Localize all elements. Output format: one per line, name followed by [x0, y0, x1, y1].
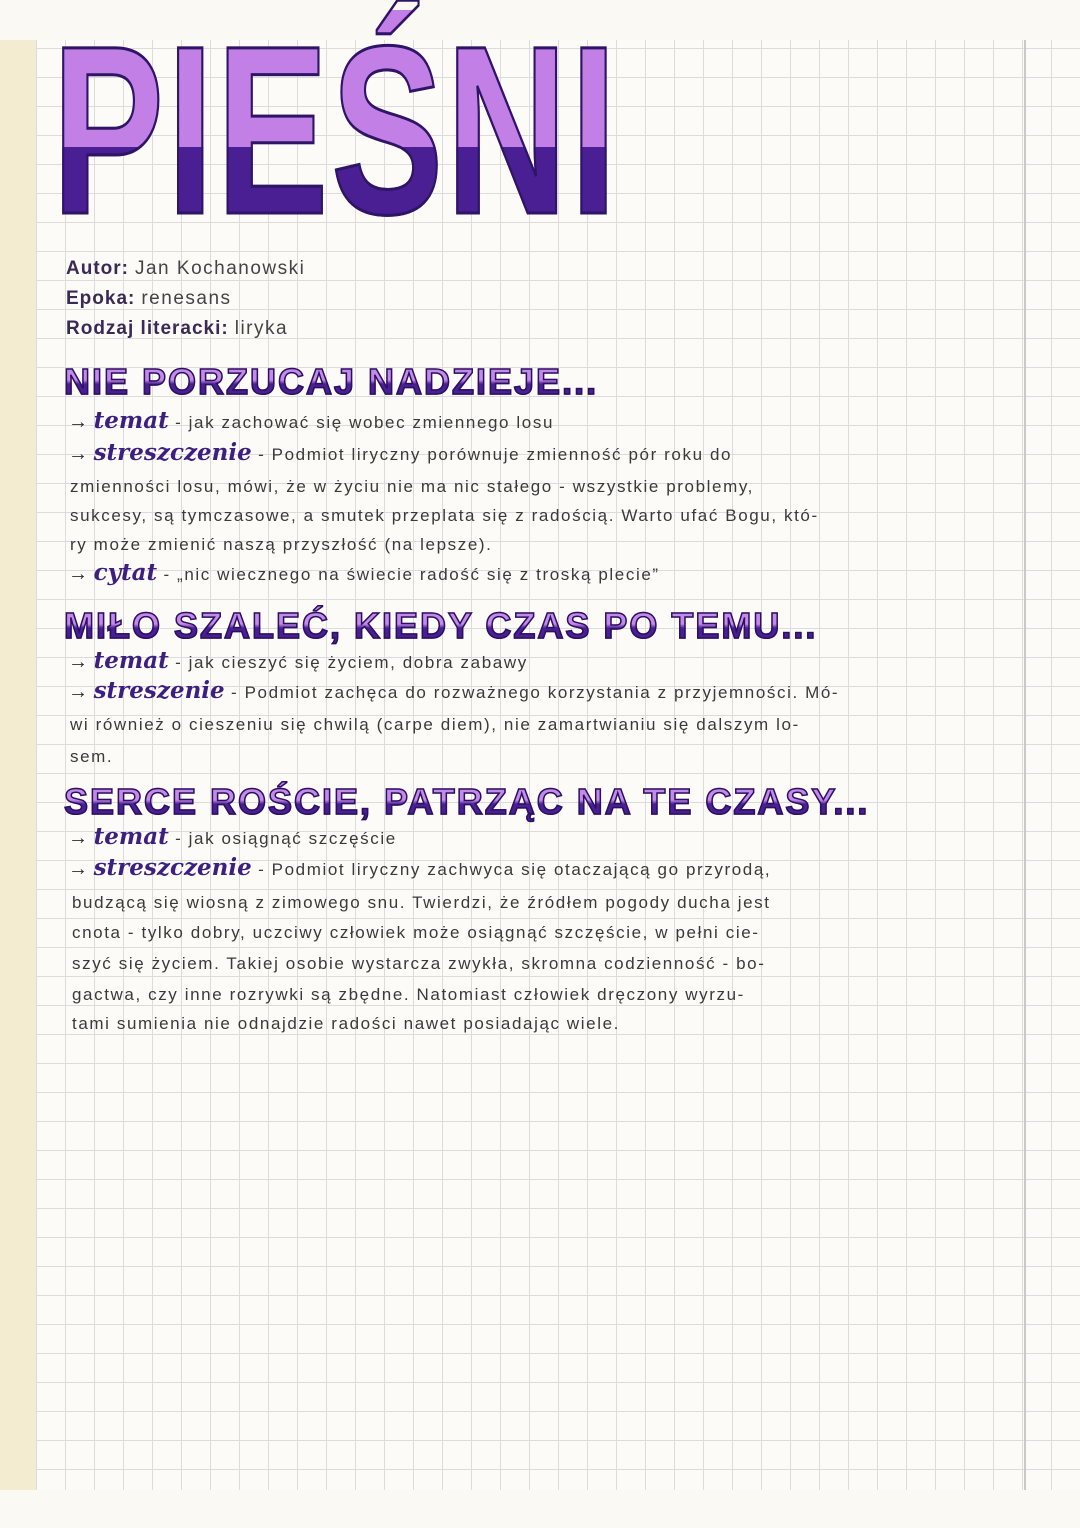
arrow-icon: → [68, 563, 90, 585]
summary-label: streszczenie [93, 439, 252, 466]
summary-text: - Podmiot zachęca do rozważnego korzystania z przyjemności. Mó- [231, 683, 840, 702]
summary-text: ry może zmienić naszą przyszłość (na lepsze). [70, 535, 493, 554]
meta-author [66, 256, 305, 281]
quote-text: - „nic wiecznego na świecie radość się z troską plecie” [163, 565, 660, 584]
summary-text: wi również o cieszeniu się chwilą (carpe diem), nie zamartwianiu się dalszym lo- [70, 715, 800, 734]
meta-value: liryka [234, 318, 289, 339]
meta-value: Jan Kochanowski [134, 258, 306, 279]
arrow-icon: → [68, 858, 90, 880]
summary-text: cnota - tylko dobry, uczciwy człowiek może osiągnąć szczęście, w pełni cie- [72, 923, 760, 942]
meta-epoch [66, 286, 232, 311]
summary-text: - Podmiot liryczny porównuje zmienność pór roku do [258, 445, 733, 464]
arrow-icon: → [68, 651, 90, 673]
summary-text: sem. [70, 747, 114, 766]
meta-value: renesans [141, 288, 232, 309]
summary-text: tami sumienia nie odnajdzie radości nawet posiadając wiele. [72, 1014, 620, 1033]
summary-text: szyć się życiem. Takiej osobie wystarcza zwykła, skromna codzienność - bo- [72, 954, 766, 973]
section-heading: SERCE ROŚCIE, PATRZĄC NA TE CZASY... [64, 781, 870, 822]
notebook-margin-strip [0, 40, 36, 1490]
temat-line [68, 407, 555, 436]
margin-line [1024, 40, 1026, 1490]
temat-label: temat [93, 407, 169, 434]
quote-line [68, 559, 660, 588]
summary-text: zmienności losu, mówi, że w życiu nie ma nic stałego - wszystkie problemy, [70, 477, 754, 496]
arrow-icon: → [68, 443, 90, 465]
summary-line [68, 677, 840, 706]
meta-label: Epoka: [66, 288, 136, 309]
temat-line [68, 647, 528, 676]
summary-text: gactwa, czy inne rozrywki są zbędne. Natomiast człowiek dręczony wyrzu- [72, 985, 745, 1004]
temat-text: - jak cieszyć się życiem, dobra zabawy [175, 653, 528, 672]
summary-text: budzącą się wiosną z zimowego snu. Twierdzi, że źródłem pogody ducha jest [72, 893, 771, 912]
section-heading: MIŁO SZALEĆ, KIEDY CZAS PO TEMU... [64, 605, 818, 646]
temat-text: - jak osiągnąć szczęście [175, 829, 397, 848]
meta-genre [66, 316, 288, 341]
temat-label: temat [93, 823, 169, 850]
summary-text: - Podmiot liryczny zachwyca się otaczającą go przyrodą, [258, 860, 772, 879]
temat-text: - jak zachować się wobec zmiennego losu [175, 413, 555, 432]
temat-line [68, 823, 397, 852]
arrow-icon: → [68, 411, 90, 433]
summary-line [68, 439, 733, 468]
summary-label: streszenie [93, 677, 225, 704]
summary-label: streszczenie [93, 854, 252, 881]
summary-line [68, 854, 772, 883]
meta-label: Autor: [66, 258, 129, 279]
meta-label: Rodzaj literacki: [66, 318, 229, 339]
summary-text: sukcesy, są tymczasowe, a smutek przeplata się z radością. Warto ufać Bogu, któ- [70, 506, 819, 525]
arrow-icon: → [68, 827, 90, 849]
quote-label: cytat [93, 559, 158, 586]
temat-label: temat [93, 647, 169, 674]
arrow-icon: → [68, 681, 90, 703]
section-heading: NIE PORZUCAJ NADZIEJE... [64, 361, 599, 402]
page-title: PIEŚNI [52, 0, 620, 264]
